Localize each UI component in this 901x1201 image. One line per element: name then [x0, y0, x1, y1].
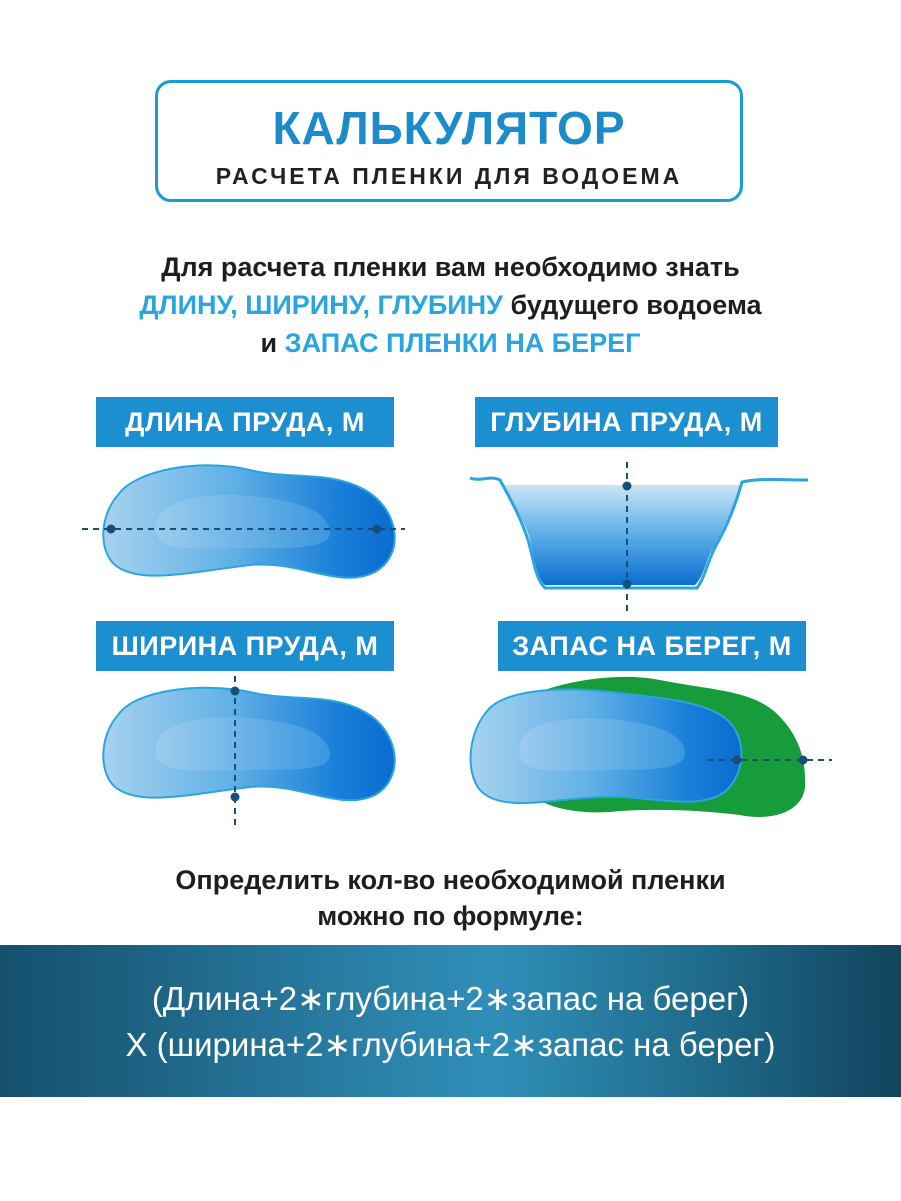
length-pond-illustration	[82, 465, 405, 578]
intro-margin-highlight: ЗАПАС ПЛЕНКИ НА БЕРЕГ	[284, 328, 641, 358]
formula-intro-line-1: Определить кол-во необходимой пленки	[175, 865, 726, 895]
intro-line-2-rest: будущего водоема	[502, 290, 762, 320]
formula-intro-line-2: можно по формуле:	[317, 901, 584, 931]
page-subtitle: РАСЧЕТА ПЛЕНКИ ДЛЯ ВОДОЕМА	[215, 163, 683, 189]
page-title: КАЛЬКУЛЯТОР	[272, 102, 626, 154]
formula-line-1: (Длина+2∗глубина+2∗запас на берег)	[151, 980, 750, 1017]
intro-line-1: Для расчета пленки вам необходимо знать	[161, 252, 740, 282]
depth-label: ГЛУБИНА ПРУДА, М	[475, 397, 778, 447]
formula-band	[0, 945, 901, 1097]
length-label: ДЛИНА ПРУДА, М	[96, 397, 394, 447]
margin-label: ЗАПАС НА БЕРЕГ, М	[498, 621, 806, 671]
formula-line-2: Х (ширина+2∗глубина+2∗запас на берег)	[125, 1026, 776, 1063]
formula-intro	[40, 862, 861, 934]
width-label: ШИРИНА ПРУДА, М	[96, 621, 394, 671]
intro-line-3-prefix: и	[260, 328, 285, 358]
depth-pond-illustration	[470, 462, 808, 615]
margin-pond-illustration	[471, 677, 832, 817]
intro-dimensions-highlight: ДЛИНУ, ШИРИНУ, ГЛУБИНУ	[139, 290, 503, 320]
width-pond-illustration	[103, 676, 394, 830]
